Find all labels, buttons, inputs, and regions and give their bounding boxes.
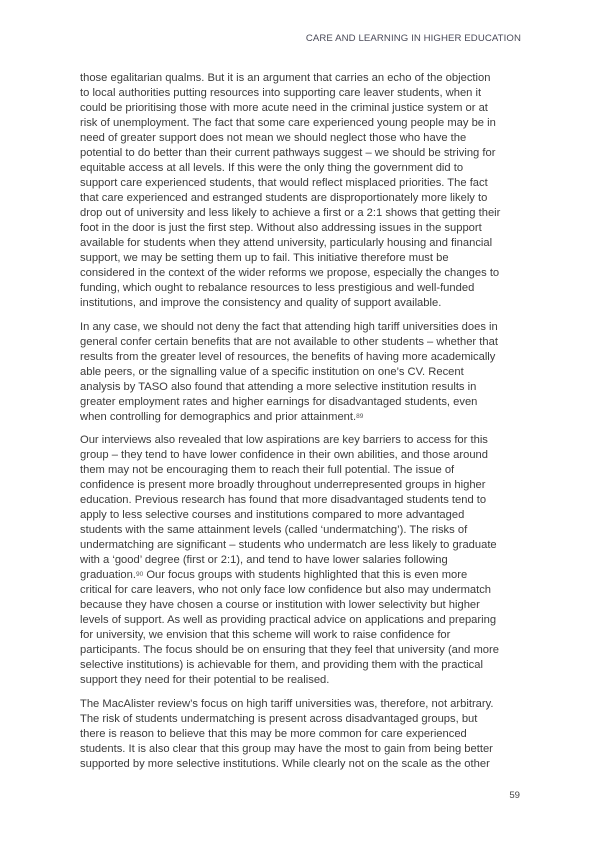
text-line: education. Previous research has found that more disadvantaged students tend to bbox=[80, 494, 487, 506]
text-line: results from the greater level of resources, the benefits of having more academically bbox=[80, 350, 496, 363]
text-line: general confer certain benefits that are not available to other students – whether that bbox=[80, 335, 498, 348]
paragraph-2 bbox=[80, 320, 526, 425]
text-line: risk of unemployment. The fact that some care experienced young people may be in bbox=[80, 117, 496, 129]
text-line: The risk of students undermatching is present across disadvantaged groups, but bbox=[80, 712, 478, 725]
paragraph-4 bbox=[80, 697, 526, 772]
text-line: confidence is present more broadly throughout underrepresented groups in higher bbox=[80, 479, 486, 491]
text-line: undermatching are significant – students who undermatch are less likely to graduate bbox=[80, 539, 497, 551]
text-line: selective institutions) is achievable for them, and providing them with the practical bbox=[80, 659, 483, 671]
text-line bbox=[80, 568, 526, 583]
page-number: 59 bbox=[509, 790, 520, 801]
line-text: when controlling for demographics and prior attainment. bbox=[80, 410, 357, 423]
text-line: them may not be encouraging them to reach their full potential. The issue of bbox=[80, 464, 455, 476]
text-line: those egalitarian qualms. But it is an argument that carries an echo of the objection bbox=[80, 72, 491, 84]
paragraph-3 bbox=[80, 433, 526, 688]
text-line: support care experienced students, that would reflect misplaced priorities. The fact bbox=[80, 177, 488, 189]
text-line: to local authorities putting resources into supporting care leaver students, when it bbox=[80, 87, 482, 99]
text-line: with a ‘good’ degree (first or 2:1), and tend to have lower salaries following bbox=[80, 554, 448, 566]
text-line: there is reason to believe that this may be more common for care experienced bbox=[80, 727, 467, 740]
footnote-ref-89[interactable]: 89 bbox=[356, 412, 364, 420]
line-text: Our focus groups with students highlighted that this is even more bbox=[143, 569, 468, 581]
running-header: CARE AND LEARNING IN HIGHER EDUCATION bbox=[305, 33, 521, 44]
paragraph-1 bbox=[80, 71, 526, 311]
text-line: able peers, or the signalling value of a specific institution on one’s CV. Recent bbox=[80, 365, 464, 378]
text-line: levels of support. As well as providing practical advice on applications and preparing bbox=[80, 614, 497, 626]
text-line: drop out of university and less likely to achieve a first or a 2:1 shows that getting their bbox=[80, 207, 501, 219]
text-line: considered in the context of the wider reforms we propose, especially the changes to bbox=[80, 267, 500, 279]
line-text: graduation. bbox=[80, 569, 136, 581]
text-line: In any case, we should not deny the fact that attending high tariff universities does in bbox=[80, 320, 498, 333]
text-line: group – they tend to have lower confidence in their own abilities, and those around bbox=[80, 449, 488, 461]
text-line: because they have chosen a course or institution with lower selectivity but higher bbox=[80, 599, 480, 611]
text-line: could be prioritising those with more acute need in the criminal justice system or at bbox=[80, 102, 488, 114]
text-line: students. It is also clear that this group may have the most to gain from being better bbox=[80, 742, 493, 755]
text-line: institutions, and improve the consistency and quality of support available. bbox=[80, 297, 442, 309]
text-line: need of greater support does not mean we should neglect those who have the bbox=[80, 132, 467, 144]
text-line: that care experienced and estranged students are disproportionately more likely to bbox=[80, 192, 488, 204]
text-line: apply to less selective courses and institutions compared to more advantaged bbox=[80, 509, 465, 521]
text-line: potential to do better than their current pathways suggest – we should be striving for bbox=[80, 147, 496, 159]
body-text bbox=[80, 71, 526, 780]
text-line: critical for care leavers, who not only face low confidence but also may undermatch bbox=[80, 584, 492, 596]
text-line bbox=[80, 410, 526, 425]
text-line: greater employment rates and higher earnings for disadvantaged students, even bbox=[80, 395, 478, 408]
text-line: available for students when they attend university, particularly housing and financial bbox=[80, 237, 493, 249]
text-line: for university, we envision that this scheme will work to raise confidence for bbox=[80, 629, 451, 641]
text-line: funding, which ought to rebalance resources to less prestigious and well-funded bbox=[80, 282, 475, 294]
text-line: participants. The focus should be on ensuring that they feel that university (and more bbox=[80, 644, 499, 656]
text-line: equitable access at all levels. If this were the only thing the government did to bbox=[80, 162, 464, 174]
text-line: supported by more selective institutions. While clearly not on the scale as the other bbox=[80, 757, 490, 770]
text-line: foot in the door is just the first step. Without also addressing issues in the support bbox=[80, 222, 482, 234]
text-line: support they need for their potential to be realised. bbox=[80, 674, 330, 686]
footnote-ref-90[interactable]: 90 bbox=[135, 571, 144, 578]
text-line: support, we may be setting them up to fail. This initiative therefore must be bbox=[80, 252, 449, 264]
text-line: The MacAlister review’s focus on high tariff universities was, therefore, not arbitrary. bbox=[80, 697, 494, 710]
text-line: analysis by TASO also found that attending a more selective institution results in bbox=[80, 380, 477, 393]
text-line: students with the same attainment levels (called ‘undermatching’). The risks of bbox=[80, 524, 468, 536]
text-line: Our interviews also revealed that low aspirations are key barriers to access for this bbox=[80, 434, 488, 446]
